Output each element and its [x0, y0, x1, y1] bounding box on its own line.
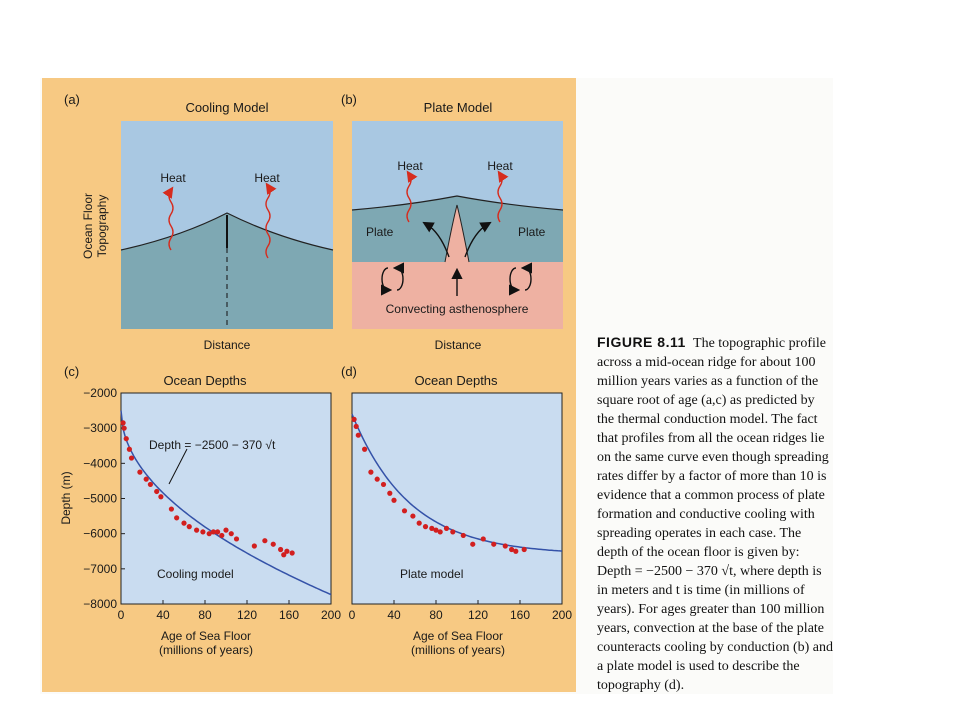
- panel-b-title: Plate Model: [423, 100, 493, 115]
- chart-d-xlabel-1: Age of Sea Floor: [412, 629, 504, 643]
- panel-c-title: Ocean Depths: [163, 373, 247, 388]
- c-data-point: [127, 447, 132, 452]
- d-x-tick-label: 80: [429, 608, 443, 622]
- c-data-point: [262, 538, 267, 543]
- c-data-point: [158, 494, 163, 499]
- d-data-point: [522, 547, 527, 552]
- heat-label-left: Heat: [160, 171, 186, 185]
- c-data-point: [215, 529, 220, 534]
- d-x-tick-label: 120: [467, 608, 489, 622]
- d-data-point: [381, 482, 386, 487]
- panel-a-ylabel-2: Topography: [95, 194, 109, 258]
- c-y-tick-label: −6000: [83, 526, 117, 541]
- d-data-point: [513, 549, 518, 554]
- asthenosphere-label: Convecting asthenosphere: [385, 302, 529, 316]
- d-data-point: [362, 447, 367, 452]
- d-data-point: [368, 470, 373, 475]
- chart-c-equation: Depth = −2500 − 370 √t: [149, 438, 276, 452]
- heat-label-right: Heat: [254, 171, 280, 185]
- d-data-point: [354, 424, 359, 429]
- c-data-point: [122, 426, 127, 431]
- d-data-point: [470, 542, 475, 547]
- d-data-point: [438, 529, 443, 534]
- chart-c-y-axis: [83, 386, 125, 611]
- panel-a-letter: (a): [64, 92, 80, 107]
- plate-label-left: Plate: [366, 225, 394, 239]
- d-data-point: [423, 524, 428, 529]
- panel-c-letter: (c): [64, 364, 80, 379]
- d-data-point: [402, 508, 407, 513]
- c-data-point: [144, 477, 149, 482]
- panel-d-letter: (d): [341, 364, 357, 379]
- chart-c-model-label: Cooling model: [157, 567, 234, 581]
- d-x-tick-label: 0: [348, 608, 356, 622]
- c-data-point: [181, 521, 186, 526]
- c-data-point: [174, 515, 179, 520]
- c-data-point: [271, 542, 276, 547]
- chart-c: [83, 386, 341, 622]
- cooling-model-diagram: [121, 121, 333, 329]
- d-x-tick-label: 160: [509, 608, 531, 622]
- chart-c-xlabel-1: Age of Sea Floor: [160, 629, 252, 643]
- c-data-point: [154, 489, 159, 494]
- d-data-point: [352, 417, 357, 422]
- chart-d-model-label: Plate model: [400, 567, 464, 581]
- panel-a-xlabel: Distance: [203, 338, 251, 352]
- c-data-point: [252, 543, 257, 548]
- c-data-point: [278, 547, 283, 552]
- c-data-point: [229, 531, 234, 536]
- d-data-point: [491, 542, 496, 547]
- c-x-tick-label: 160: [278, 608, 300, 622]
- figure-caption: [597, 333, 833, 695]
- c-data-point: [148, 482, 153, 487]
- c-y-tick-label: −2000: [83, 386, 117, 400]
- c-x-tick-label: 80: [198, 608, 212, 622]
- c-data-point: [284, 549, 289, 554]
- panel-b-xlabel: Distance: [434, 338, 482, 352]
- d-data-point: [444, 526, 449, 531]
- c-y-tick-label: −4000: [83, 456, 117, 471]
- figure-label: FIGURE 8.11: [597, 334, 686, 350]
- c-data-point: [129, 455, 134, 460]
- heat-label-right-b: Heat: [487, 159, 513, 173]
- d-data-point: [410, 513, 415, 518]
- panel-a-title: Cooling Model: [185, 100, 269, 115]
- d-data-point: [450, 529, 455, 534]
- c-y-tick-label: −3000: [83, 421, 117, 436]
- c-y-tick-label: −8000: [83, 597, 117, 611]
- c-data-point: [169, 506, 174, 511]
- panel-a-ylabel-1: Ocean Floor: [81, 192, 95, 260]
- plate-label-right: Plate: [518, 225, 546, 239]
- panel-d-title: Ocean Depths: [414, 373, 498, 388]
- d-data-point: [417, 521, 422, 526]
- chart-c-ylabel: Depth (m): [59, 471, 73, 525]
- d-data-point: [375, 477, 380, 482]
- plate-model-diagram: [352, 121, 563, 329]
- caption-text: The topographic profile across a mid-ocean ridge for about 100 million years varies as a function of the square root of age (a,c) as predicted by the thermal conduction model. The fact that profiles from all the ocean ridges lie on the same curve even though spreading rates differ by a factor of more than 10 is evidence that a common process of plate formation and conductive cooling with spreading operates in each case. The depth of the ocean floor is given by: Depth = −2500 − 370 √t, where depth is in meters and t is time (in millions of years). For ages greater than 100 million years, convection at the base of the plate counteracts cooling by conduction (b) and a plate model is used to describe the topography (d).: [597, 336, 833, 693]
- d-data-point: [461, 533, 466, 538]
- d-data-point: [481, 536, 486, 541]
- chart-c-xlabel-2: (millions of years): [158, 643, 254, 657]
- c-data-point: [290, 550, 295, 555]
- d-x-tick-label: 40: [387, 608, 401, 622]
- c-x-tick-label: 40: [156, 608, 170, 622]
- d-data-point: [356, 433, 361, 438]
- c-data-point: [121, 420, 126, 425]
- c-data-point: [187, 524, 192, 529]
- heat-label-left-b: Heat: [397, 159, 423, 173]
- c-data-point: [137, 470, 142, 475]
- d-data-point: [391, 498, 396, 503]
- chart-d: [349, 393, 573, 622]
- d-data-point: [503, 543, 508, 548]
- c-y-tick-label: −7000: [83, 561, 117, 576]
- c-data-point: [223, 528, 228, 533]
- c-x-tick-label: 120: [236, 608, 258, 622]
- c-y-tick-label: −5000: [83, 491, 117, 506]
- c-data-point: [194, 528, 199, 533]
- c-data-point: [124, 436, 129, 441]
- d-data-point: [387, 491, 392, 496]
- panel-b-letter: (b): [341, 92, 357, 107]
- c-data-point: [219, 533, 224, 538]
- chart-d-xlabel-2: (millions of years): [410, 643, 506, 657]
- c-data-point: [234, 536, 239, 541]
- c-x-tick-label: 0: [117, 608, 125, 622]
- c-x-tick-label: 200: [320, 608, 342, 622]
- d-x-tick-label: 200: [551, 608, 573, 622]
- c-data-point: [200, 529, 205, 534]
